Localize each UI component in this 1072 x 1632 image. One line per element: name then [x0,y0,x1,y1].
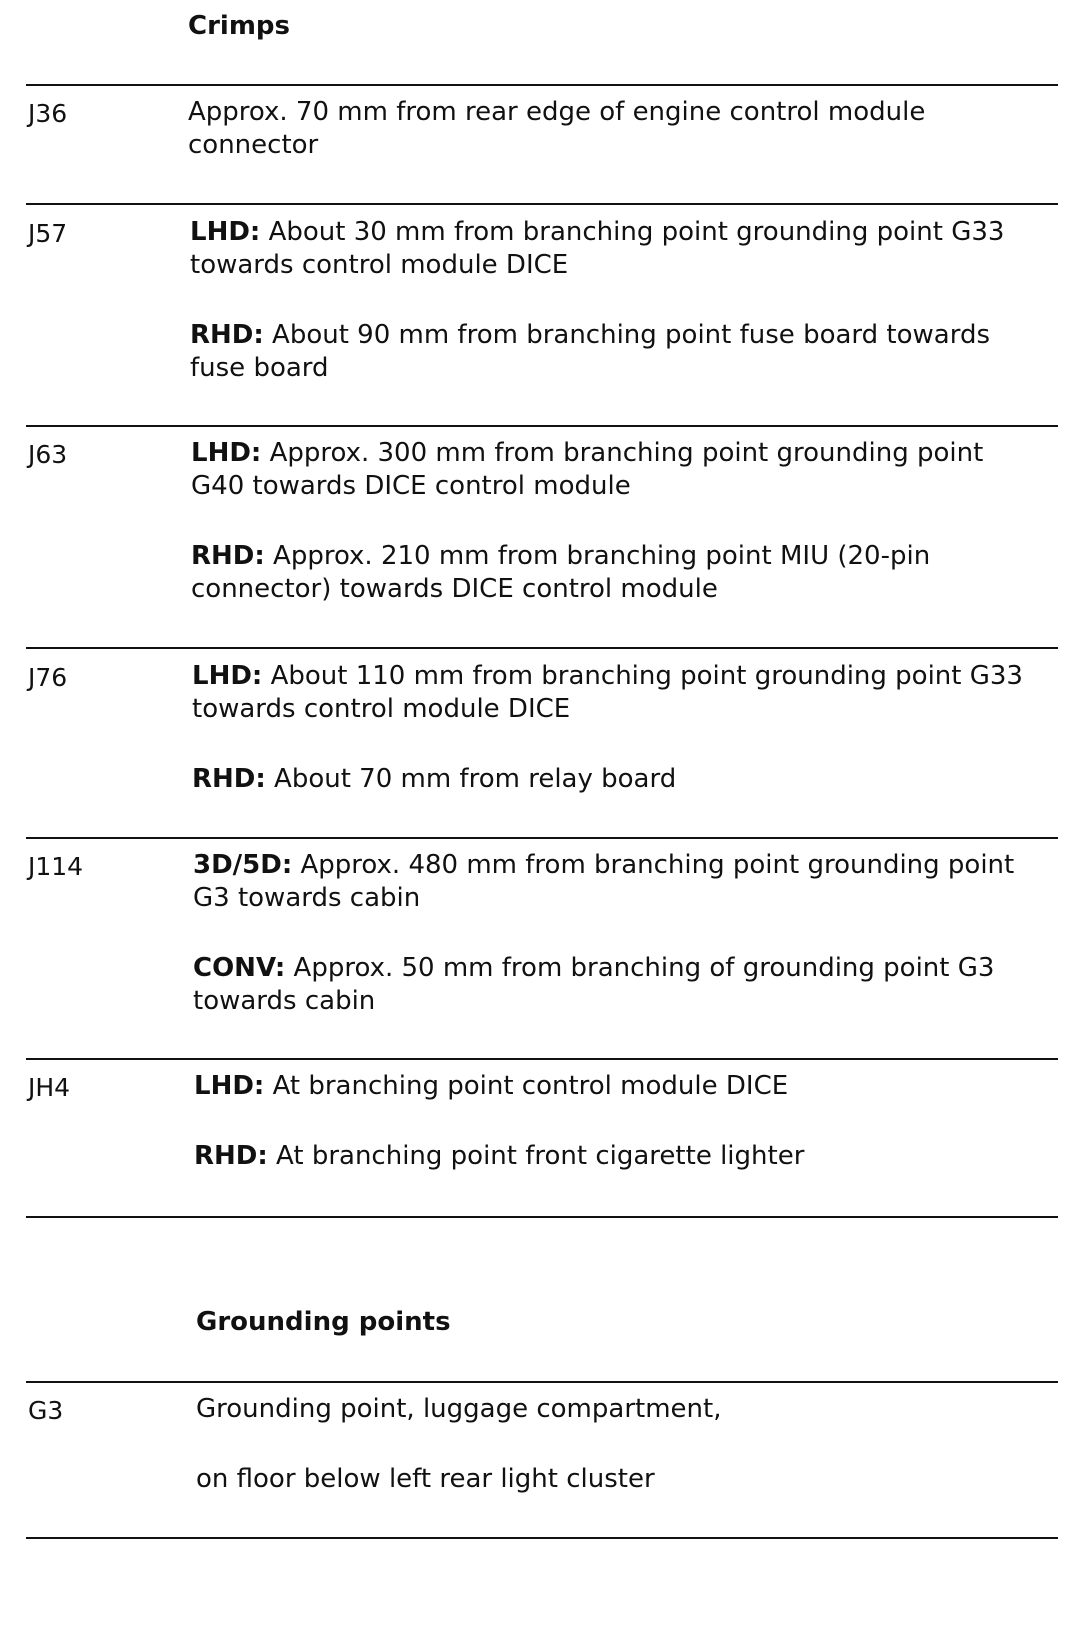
description-paragraph [193,849,1043,915]
divider [26,1216,1058,1218]
divider [26,647,1058,649]
description-paragraph [194,1140,1044,1173]
variant-label: CONV: [193,953,286,983]
divider [26,837,1058,839]
description-text: About 30 mm from branching point grounding point G33 towards control module DICE [190,217,1005,280]
variant-label: 3D/5D: [193,850,293,880]
crimp-description [192,660,1042,796]
variant-label: LHD: [194,1071,265,1101]
description-paragraph [190,216,1040,282]
divider [26,1537,1058,1539]
description-text: Approx. 480 mm from branching point grounding point G3 towards cabin [193,850,1015,913]
description-paragraph [196,1393,1046,1426]
description-paragraph [188,96,1038,162]
crimp-description [188,96,1038,162]
variant-label: LHD: [190,217,261,247]
variant-label: RHD: [190,320,264,350]
variant-label: RHD: [192,764,266,794]
section-heading-crimps: Crimps [188,11,290,41]
crimp-description [194,1070,1044,1173]
description-paragraph [190,319,1040,385]
crimp-description [191,437,1041,606]
description-paragraph [192,763,1042,796]
description-text: Approx. 300 mm from branching point grounding point G40 towards DICE control module [191,438,984,501]
description-text: Approx. 210 mm from branching point MIU (20-pin connector) towards DICE control module [191,541,931,604]
description-text: About 110 mm from branching point grounding point G33 towards control module DICE [192,661,1023,724]
variant-label: LHD: [192,661,263,691]
description-text: About 70 mm from relay board [265,764,677,794]
variant-label: RHD: [191,541,265,571]
description-paragraph [196,1463,1046,1496]
description-paragraph [191,540,1041,606]
description-text: Grounding point, luggage compartment, [196,1394,722,1424]
description-text: At branching point front cigarette lighter [267,1141,805,1171]
crimp-code: JH4 [28,1073,71,1102]
grounding-description [196,1393,1046,1496]
description-text: About 90 mm from branching point fuse board towards fuse board [190,320,990,383]
crimp-code: J57 [28,219,68,248]
description-paragraph [194,1070,1044,1103]
divider [26,203,1058,205]
divider [26,84,1058,86]
description-paragraph [192,660,1042,726]
crimp-description [190,216,1040,385]
grounding-code: G3 [28,1396,64,1425]
variant-label: RHD: [194,1141,268,1171]
description-text: Approx. 50 mm from branching of grounding point G3 towards cabin [193,953,995,1016]
crimp-code: J63 [28,440,68,469]
description-text: on floor below left rear light cluster [196,1464,655,1494]
description-paragraph [191,437,1041,503]
crimp-code: J76 [28,663,68,692]
variant-label: LHD: [191,438,262,468]
crimp-code: J36 [28,99,68,128]
divider [26,425,1058,427]
divider [26,1381,1058,1383]
description-text: Approx. 70 mm from rear edge of engine control module connector [188,97,926,160]
crimp-code: J114 [28,852,84,881]
description-text: At branching point control module DICE [264,1071,789,1101]
divider [26,1058,1058,1060]
description-paragraph [193,952,1043,1018]
crimp-description [193,849,1043,1018]
section-heading-grounding-points: Grounding points [196,1307,451,1337]
